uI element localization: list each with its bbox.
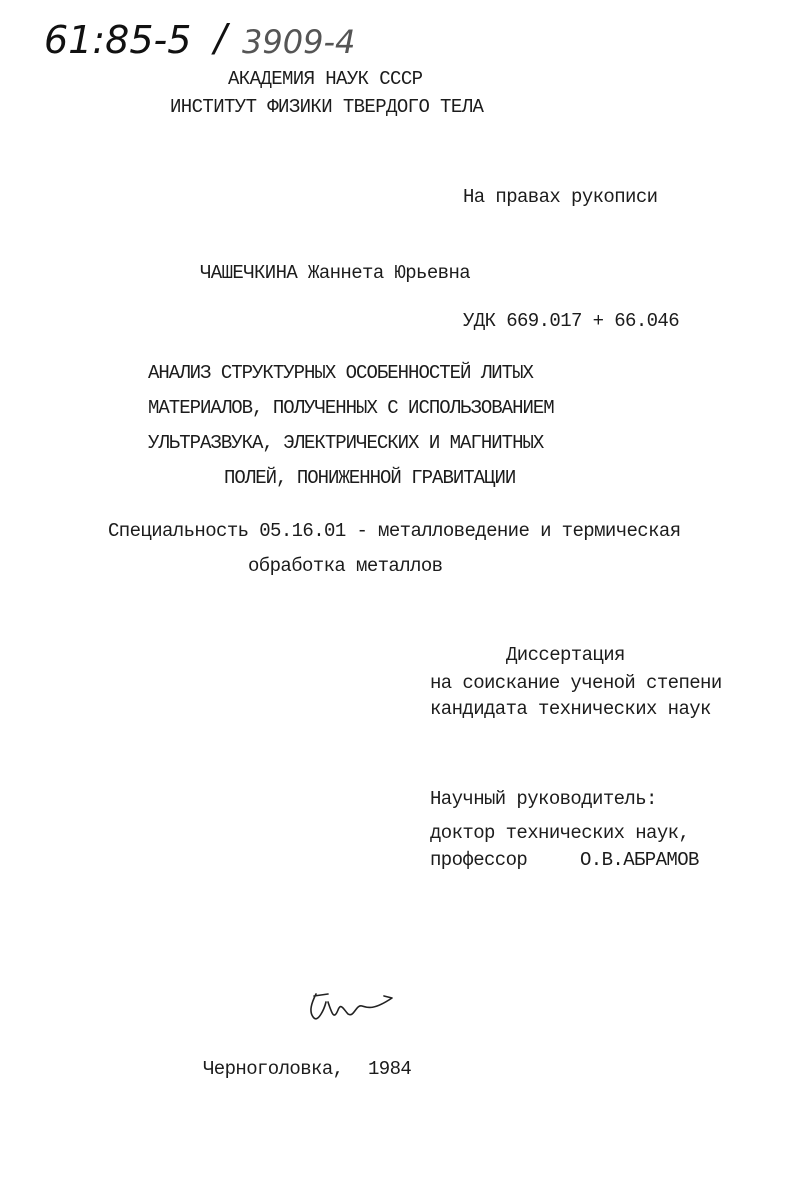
supervisor-label: Научный руководитель: [430, 788, 657, 810]
archive-separator: / [214, 16, 227, 60]
supervisor-position: профессор [430, 849, 528, 871]
degree-line: на соискание ученой степени [430, 672, 722, 694]
archive-number: 3909-4 [242, 23, 356, 61]
author-name: ЧАШЕЧКИНА Жаннета Юрьевна [200, 262, 471, 284]
footer-city: Черноголовка, [203, 1058, 344, 1080]
institute-name: ИНСТИТУТ ФИЗИКИ ТВЕРДОГО ТЕЛА [170, 96, 484, 118]
dissertation-label: Диссертация [506, 644, 625, 666]
title-line: УЛЬТРАЗВУКА, ЭЛЕКТРИЧЕСКИХ И МАГНИТНЫХ [148, 432, 544, 454]
udc-code: УДК 669.017 + 66.046 [463, 310, 680, 332]
academy-name: АКАДЕМИЯ НАУК СССР [228, 68, 423, 90]
manuscript-rights: На правах рукописи [463, 186, 658, 208]
footer-year: 1984 [368, 1058, 412, 1080]
archive-code: 61:85-5 [44, 18, 192, 62]
supervisor-name: О.В.АБРАМОВ [580, 849, 699, 871]
specialty-line: Специальность 05.16.01 - металловедение и термическая [108, 520, 681, 542]
specialty-line: обработка металлов [248, 555, 443, 577]
title-line: АНАЛИЗ СТРУКТУРНЫХ ОСОБЕННОСТЕЙ ЛИТЫХ [148, 362, 533, 384]
supervisor-degree: доктор технических наук, [430, 822, 690, 844]
title-line: ПОЛЕЙ, ПОНИЖЕННОЙ ГРАВИТАЦИИ [224, 467, 516, 489]
degree-line: кандидата технических наук [430, 698, 711, 720]
handwritten-signature [304, 988, 400, 1028]
title-line: МАТЕРИАЛОВ, ПОЛУЧЕННЫХ С ИСПОЛЬЗОВАНИЕМ [148, 397, 554, 419]
